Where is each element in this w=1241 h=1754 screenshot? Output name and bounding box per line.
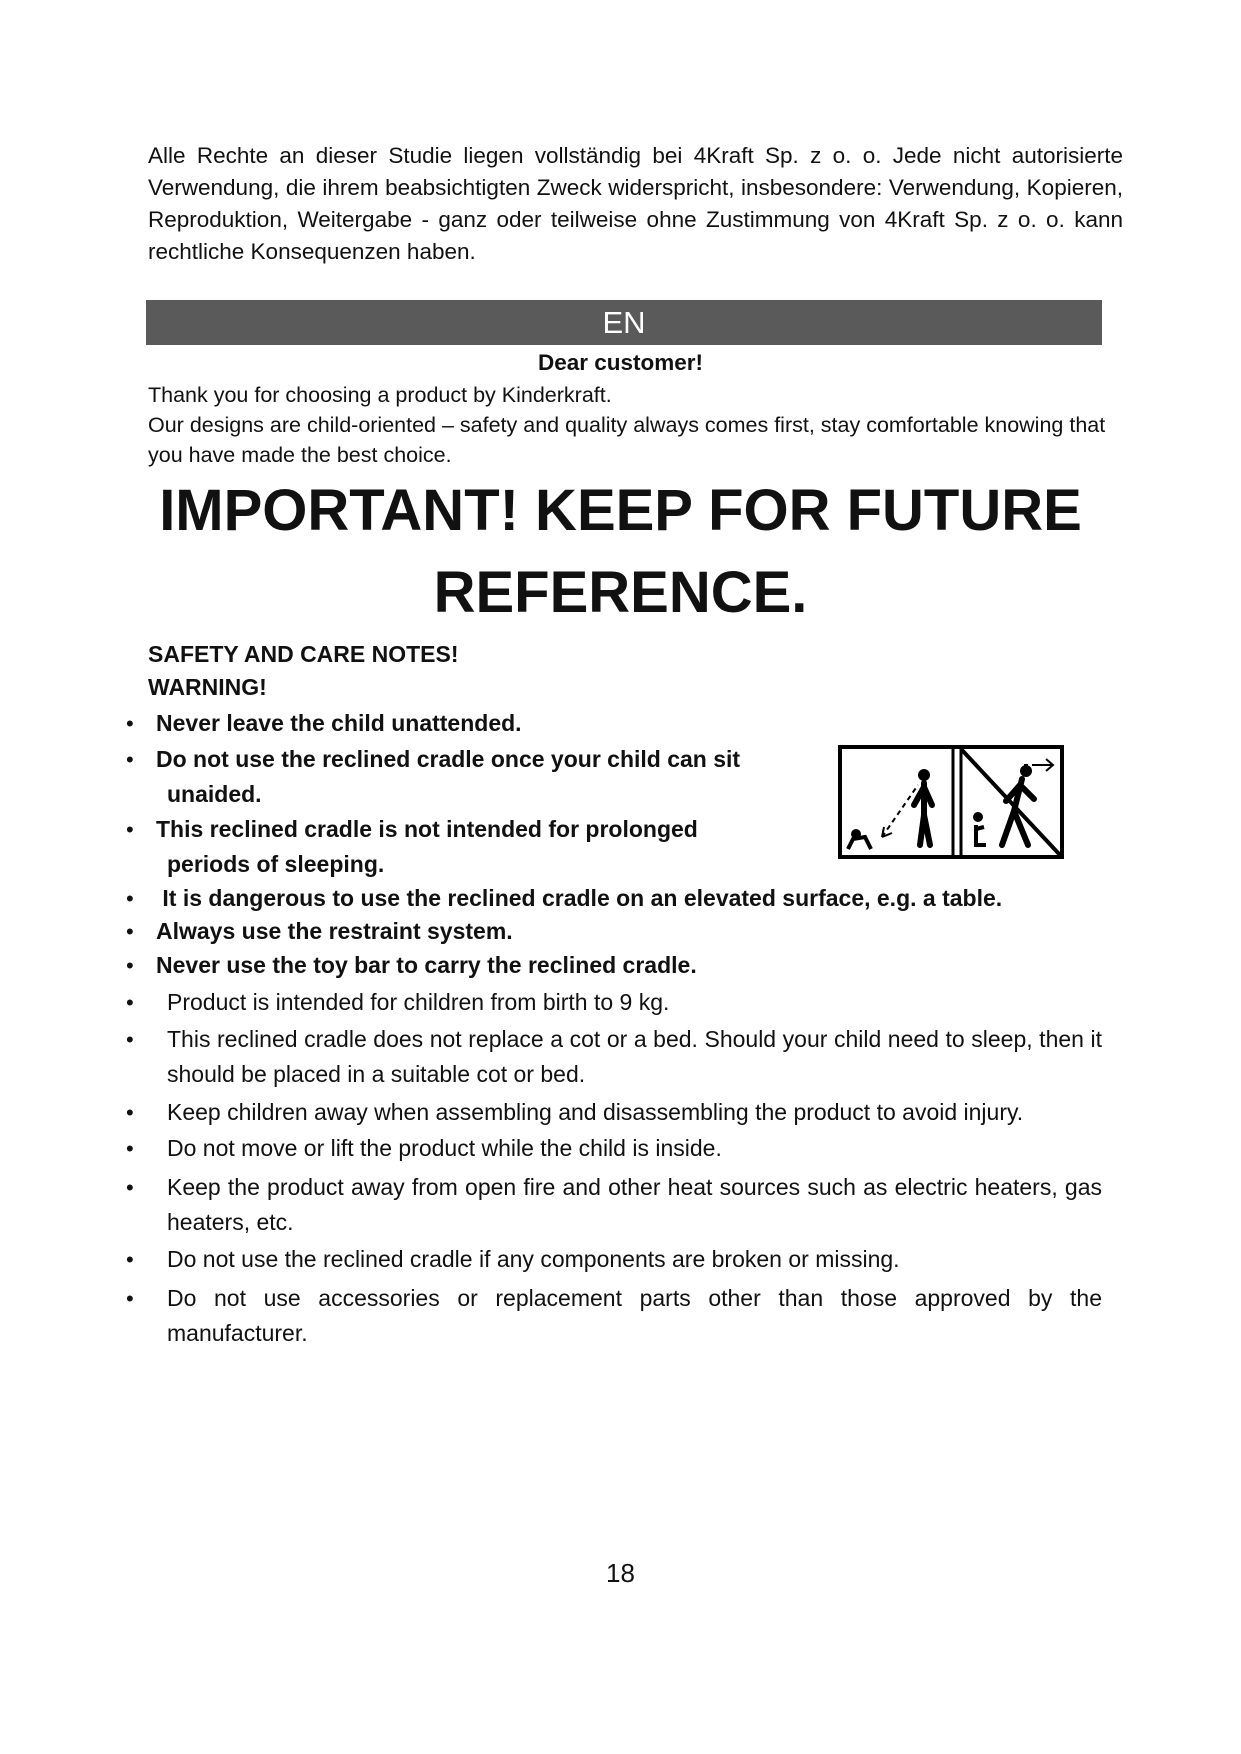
headline-line-1: IMPORTANT! KEEP FOR FUTURE <box>159 478 1082 543</box>
note-text: Do not use accessories or replacement parts other than those approved by the manufacturer. <box>167 1285 1102 1346</box>
bullet: • <box>126 1286 134 1311</box>
note-text: Keep children away when assembling and disassembling the product to avoid injury. <box>167 1099 1024 1125</box>
warning-text-line: periods of sleeping. <box>167 851 385 877</box>
bullet: • <box>126 1100 134 1125</box>
bullet: • <box>126 953 134 978</box>
warning-text: Never leave the child unattended. <box>156 710 522 736</box>
bullet: • <box>126 886 134 911</box>
warning-text: Always use the restraint system. <box>156 918 513 944</box>
bullet: • <box>126 1027 134 1052</box>
note-text: Do not use the reclined cradle if any components are broken or missing. <box>167 1246 900 1272</box>
warning-heading: WARNING! <box>148 674 267 700</box>
warning-text: It is dangerous to use the reclined cradle on an elevated surface, e.g. a table. <box>156 885 1003 911</box>
warning-text <box>156 742 740 812</box>
bullet: • <box>126 1175 134 1200</box>
page-number: 18 <box>606 1558 635 1588</box>
headline-line-2: REFERENCE. <box>433 560 808 625</box>
note-text: Do not move or lift the product while the child is inside. <box>167 1135 722 1161</box>
note-text: Keep the product away from open fire and other heat sources such as electric heaters, gas heaters, etc. <box>167 1174 1102 1235</box>
greeting: Dear customer! <box>537 350 704 375</box>
thanks-line: Thank you for choosing a product by Kinderkraft. <box>148 383 612 407</box>
design-line: Our designs are child-oriented – safety and quality always comes first, stay comfortable knowing that you have made the best choice. <box>148 413 1106 467</box>
bullet: • <box>126 990 134 1015</box>
warning-text <box>156 812 698 882</box>
never-leave-child-unattended-icon <box>838 745 1064 859</box>
language-section-bar: EN <box>146 300 1102 345</box>
safety-headings <box>148 638 459 704</box>
important-headline <box>0 470 1241 634</box>
bullet: • <box>126 1247 134 1272</box>
bullet: • <box>126 711 134 736</box>
bullet: • <box>126 1136 134 1161</box>
note-text: This reclined cradle does not replace a cot or a bed. Should your child need to sleep, then it should be placed in a suitable cot or bed. <box>167 1026 1102 1087</box>
warning-text-line: unaided. <box>167 781 262 807</box>
bullet: • <box>126 747 134 772</box>
bullet: • <box>126 817 134 842</box>
copyright-notice: Alle Rechte an dieser Studie liegen vollständig bei 4Kraft Sp. z o. o. Jede nicht autorisierte Verwendung, die ihrem beabsichtigten Zweck widerspricht, insbesondere: Verwendung, Kopieren, Reproduktion, Weitergabe - ganz oder teilweise ohne Zustimmung von 4Kraft Sp. z o. o. kann rechtliche Konsequenzen haben. <box>148 143 1123 264</box>
safety-heading: SAFETY AND CARE NOTES! <box>148 641 459 667</box>
thank-you-text <box>148 380 1123 470</box>
bullet: • <box>126 919 134 944</box>
warning-text-line: Do not use the reclined cradle once your child can sit <box>156 746 741 772</box>
note-text: Product is intended for children from birth to 9 kg. <box>167 989 670 1015</box>
warning-text-line: This reclined cradle is not intended for prolonged <box>156 816 698 842</box>
warning-text: Never use the toy bar to carry the reclined cradle. <box>156 952 697 978</box>
